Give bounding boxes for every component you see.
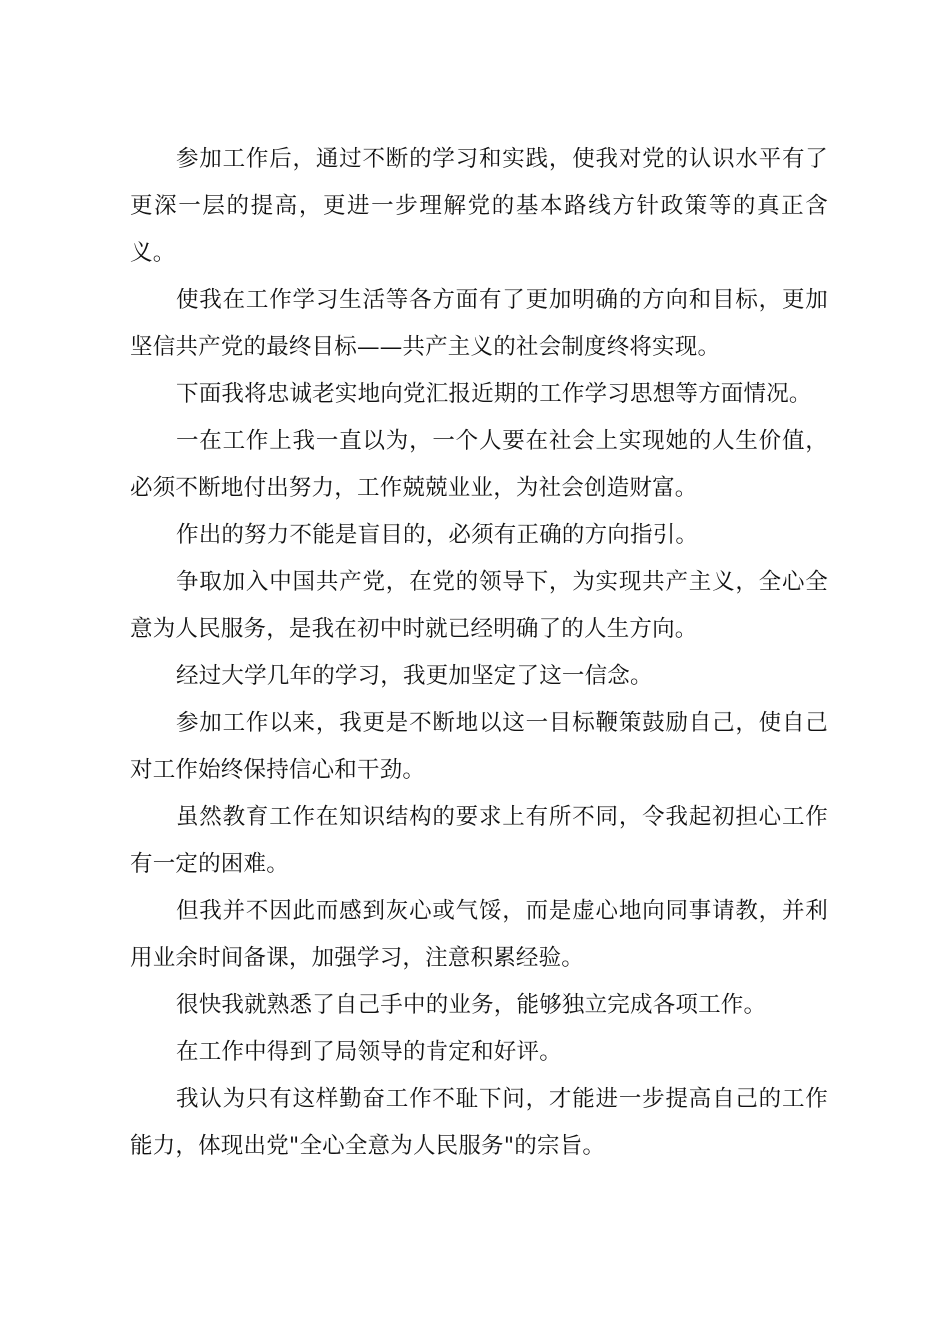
paragraph-2: 使我在工作学习生活等各方面有了更加明确的方向和目标，更加坚信共产党的最终目标——共产主义的社会制度终将实现。	[130, 287, 828, 360]
paragraph-9: 虽然教育工作在知识结构的要求上有所不同，令我起初担心工作有一定的困难。	[130, 804, 828, 877]
paragraph-5: 作出的努力不能是盲目的，必须有正确的方向指引。	[176, 522, 699, 548]
paragraph-4: 一在工作上我一直以为，一个人要在社会上实现她的人生价值，必须不断地付出努力，工作兢兢业业，为社会创造财富。	[130, 428, 828, 501]
paragraph-11: 很快我就熟悉了自己手中的业务，能够独立完成各项工作。	[176, 992, 767, 1018]
paragraph-6: 争取加入中国共产党，在党的领导下，为实现共产主义，全心全意为人民服务，是我在初中时就已经明确了的人生方向。	[130, 569, 828, 642]
paragraph-10: 但我并不因此而感到灰心或气馁，而是虚心地向同事请教，并利用业余时间备课，加强学习，注意积累经验。	[130, 898, 828, 971]
paragraph-12: 在工作中得到了局领导的肯定和好评。	[176, 1039, 562, 1065]
paragraph-7: 经过大学几年的学习，我更加坚定了这一信念。	[176, 663, 653, 689]
paragraph-13: 我认为只有这样勤奋工作不耻下问，才能进一步提高自己的工作能力，体现出党"全心全意为人民服务"的宗旨。	[130, 1086, 828, 1159]
paragraph-1: 参加工作后，通过不断的学习和实践，使我对党的认识水平有了更深一层的提高，更进一步理解党的基本路线方针政策等的真正含义。	[130, 146, 828, 266]
paragraph-8: 参加工作以来，我更是不断地以这一目标鞭策鼓励自己，使自己对工作始终保持信心和干劲。	[130, 710, 828, 783]
paragraph-3: 下面我将忠诚老实地向党汇报近期的工作学习思想等方面情况。	[176, 381, 812, 407]
